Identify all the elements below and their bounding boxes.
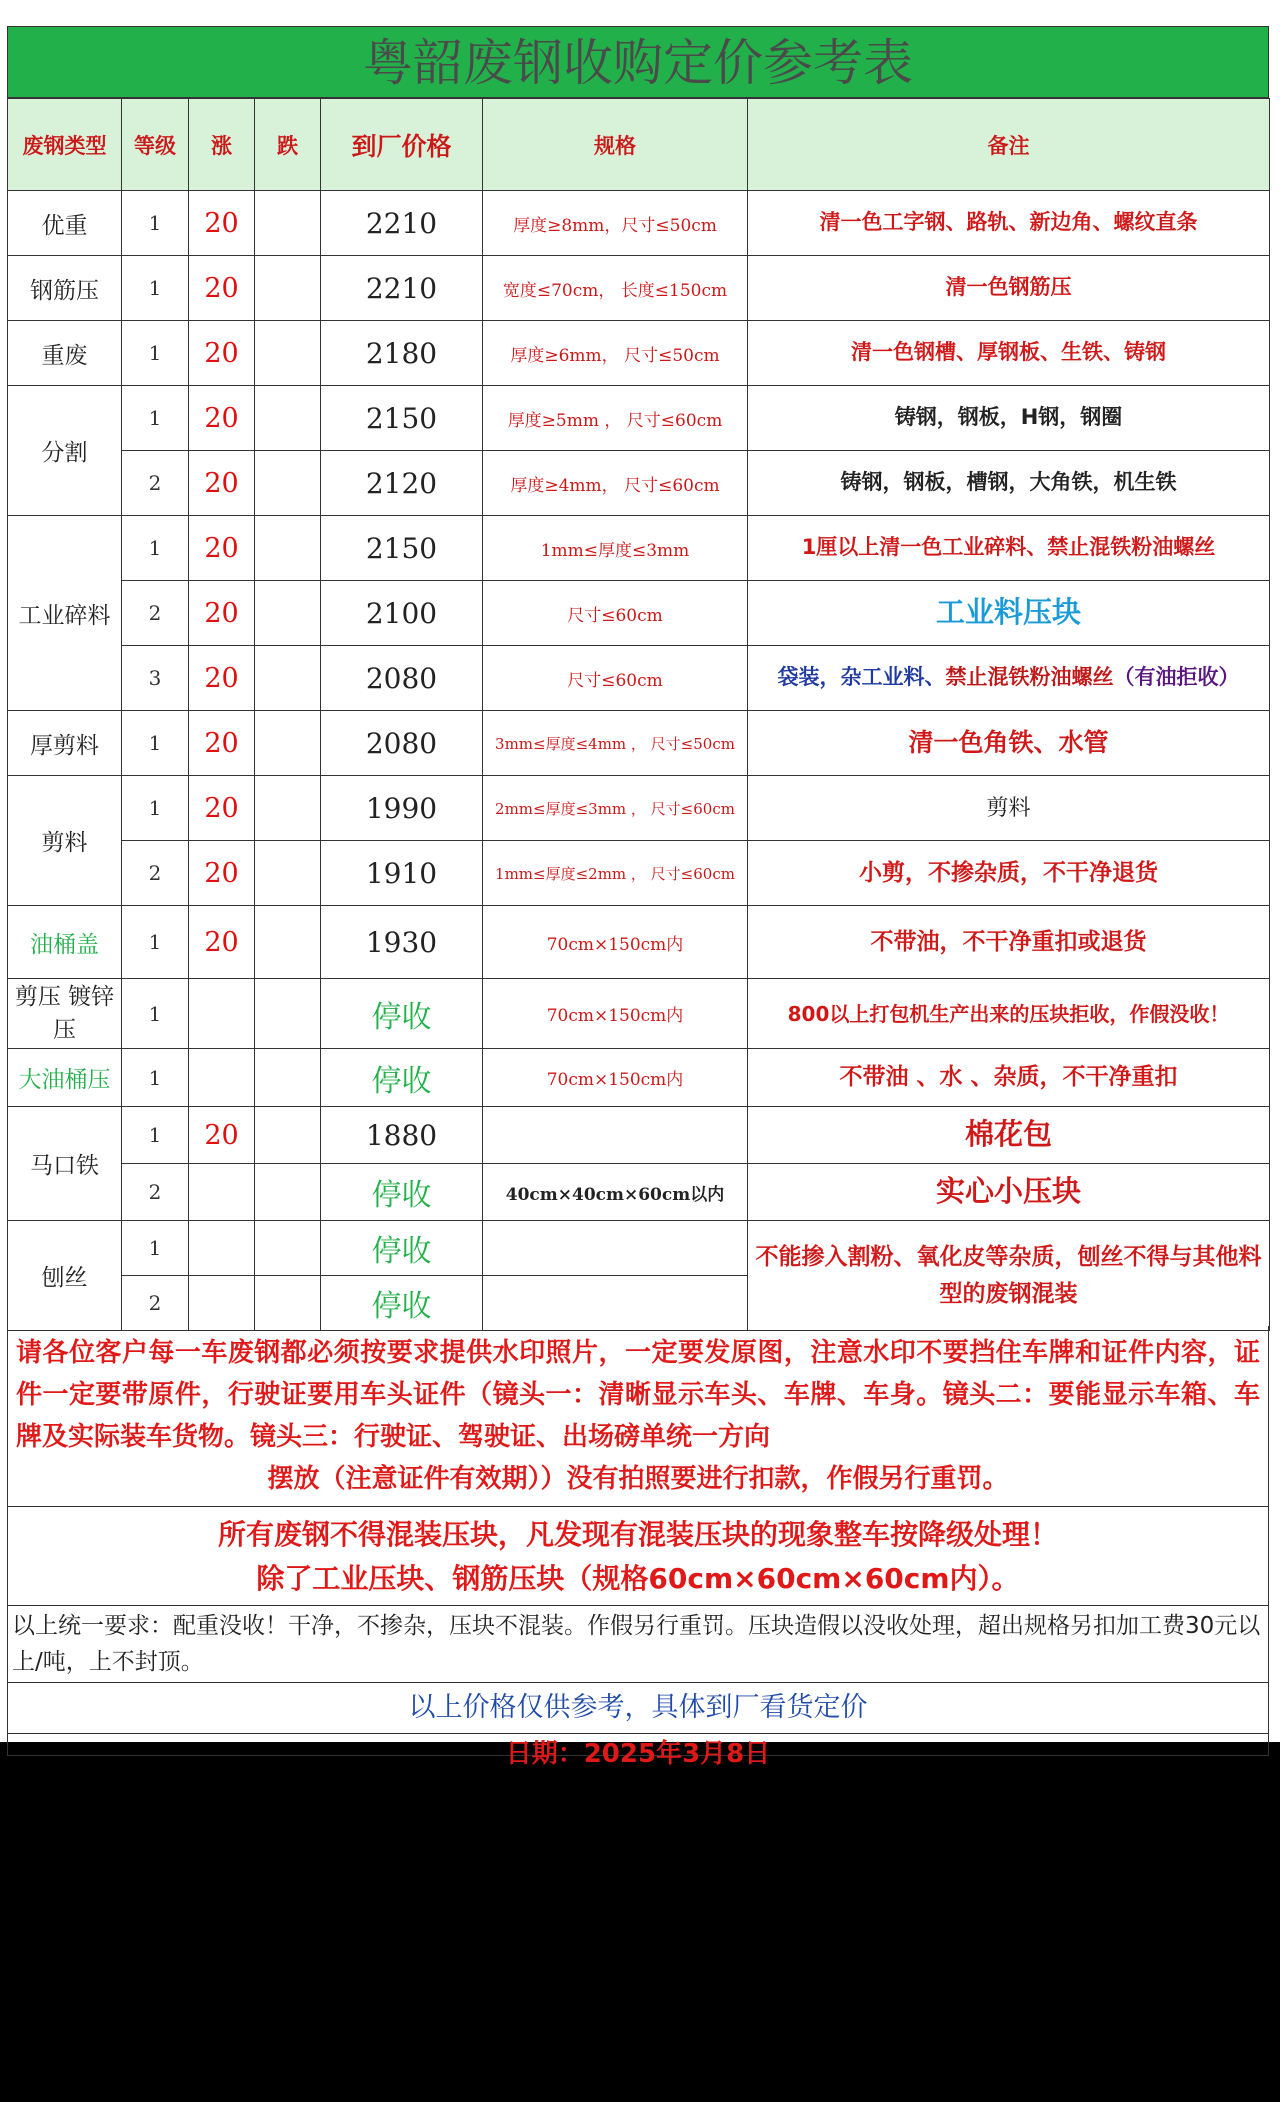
table-row	[8, 581, 1270, 646]
header-spec: 规格	[483, 99, 748, 191]
row-spec: 宽度≤70cm， 长度≤150cm	[483, 256, 748, 321]
row-spec: 1mm≤厚度≤2mm ， 尺寸≤60cm	[483, 841, 748, 906]
row-rise	[189, 1049, 255, 1107]
row-price: 2150	[321, 516, 483, 581]
row-type: 剪压 镀锌压	[8, 979, 122, 1049]
table-row	[8, 321, 1270, 386]
row-remark: 棉花包	[748, 1107, 1270, 1164]
table-row	[8, 516, 1270, 581]
row-spec: 尺寸≤60cm	[483, 581, 748, 646]
table-row	[8, 979, 1270, 1049]
row-price: 停收	[321, 1221, 483, 1276]
row-type: 分割	[8, 386, 122, 516]
row-fall	[255, 581, 321, 646]
row-spec	[483, 1276, 748, 1331]
photo-rule-text: 请各位客户每一车废钢都必须按要求提供水印照片，一定要发原图，注意水印不要挡住车牌和证件内容，证件一定要带原件，行驶证要用车头证件（镜头一：清晰显示车头、车牌、车身。镜头二：要能显示车箱、车牌及实际装车货物。镜头三：行驶证、驾驶证、出场磅单统一方向	[16, 1338, 1260, 1452]
row-fall	[255, 516, 321, 581]
header-remark: 备注	[748, 99, 1270, 191]
row-grade: 1	[122, 1049, 189, 1107]
row-rise: 20	[189, 646, 255, 711]
row-price: 2080	[321, 646, 483, 711]
remark-part: （有油拒收）	[1113, 665, 1240, 690]
table-row	[8, 1107, 1270, 1164]
row-price: 2080	[321, 711, 483, 776]
row-grade: 1	[122, 1221, 189, 1276]
row-spec: 尺寸≤60cm	[483, 646, 748, 711]
row-price: 停收	[321, 1276, 483, 1331]
row-remark: 实心小压块	[748, 1164, 1270, 1221]
table-row	[8, 646, 1270, 711]
row-remark: 清一色角铁、水管	[748, 711, 1270, 776]
row-fall	[255, 256, 321, 321]
table-row	[8, 256, 1270, 321]
row-remark: 剪料	[748, 776, 1270, 841]
block-rule-note	[7, 1507, 1269, 1606]
row-spec	[483, 1107, 748, 1164]
row-spec: 3mm≤厚度≤4mm ， 尺寸≤50cm	[483, 711, 748, 776]
row-fall	[255, 776, 321, 841]
table-row	[8, 1221, 1270, 1276]
row-price: 停收	[321, 1164, 483, 1221]
row-rise: 20	[189, 581, 255, 646]
row-rise: 20	[189, 776, 255, 841]
row-price: 1930	[321, 906, 483, 979]
row-remark: 清一色钢槽、厚钢板、生铁、铸钢	[748, 321, 1270, 386]
row-remark: 不带油 、水 、杂质，不干净重扣	[748, 1049, 1270, 1107]
row-rise: 20	[189, 191, 255, 256]
row-spec: 70cm×150cm内	[483, 979, 748, 1049]
row-fall	[255, 1221, 321, 1276]
row-remark: 800以上打包机生产出来的压块拒收，作假没收！	[748, 979, 1270, 1049]
row-remark: 小剪，不掺杂质，不干净退货	[748, 841, 1270, 906]
row-type: 刨丝	[8, 1221, 122, 1331]
table-row	[8, 841, 1270, 906]
row-price: 2100	[321, 581, 483, 646]
row-price: 1880	[321, 1107, 483, 1164]
row-grade: 1	[122, 906, 189, 979]
row-remark: 铸钢，钢板，H钢，钢圈	[748, 386, 1270, 451]
notes-section	[7, 1326, 1269, 1769]
row-fall	[255, 191, 321, 256]
photo-rule-note	[7, 1326, 1269, 1507]
row-rise: 20	[189, 256, 255, 321]
row-type: 优重	[8, 191, 122, 256]
row-price: 停收	[321, 979, 483, 1049]
row-grade: 1	[122, 256, 189, 321]
row-grade: 1	[122, 386, 189, 451]
row-type: 工业碎料	[8, 516, 122, 711]
table-row	[8, 1164, 1270, 1221]
row-rise: 20	[189, 451, 255, 516]
row-fall	[255, 451, 321, 516]
row-grade: 3	[122, 646, 189, 711]
header-grade: 等级	[122, 99, 189, 191]
price-table	[7, 98, 1270, 1331]
row-fall	[255, 979, 321, 1049]
date-note: 日期：2025年3月8日	[7, 1734, 1269, 1756]
header-fall: 跌	[255, 99, 321, 191]
row-remark: 不能掺入割粉、氧化皮等杂质，刨丝不得与其他料型的废钢混装	[748, 1221, 1270, 1331]
row-price: 1910	[321, 841, 483, 906]
header-rise: 涨	[189, 99, 255, 191]
row-price: 2210	[321, 191, 483, 256]
header-price: 到厂价格	[321, 99, 483, 191]
row-type: 大油桶压	[8, 1049, 122, 1107]
row-spec: 2mm≤厚度≤3mm ， 尺寸≤60cm	[483, 776, 748, 841]
page-title: 粤韶废钢收购定价参考表	[7, 26, 1269, 98]
row-fall	[255, 1276, 321, 1331]
row-type: 剪料	[8, 776, 122, 906]
row-fall	[255, 386, 321, 451]
row-remark: 工业料压块	[748, 581, 1270, 646]
row-spec: 厚度≥4mm， 尺寸≤60cm	[483, 451, 748, 516]
general-rule-note: 以上统一要求：配重没收！干净，不掺杂，压块不混装。作假另行重罚。压块造假以没收处理，超出规格另扣加工费30元以上/吨，上不封顶。	[7, 1606, 1269, 1683]
row-fall	[255, 321, 321, 386]
row-rise: 20	[189, 841, 255, 906]
row-remark: 1厘以上清一色工业碎料、禁止混铁粉油螺丝	[748, 516, 1270, 581]
row-type: 马口铁	[8, 1107, 122, 1221]
row-spec: 厚度≥8mm，尺寸≤50cm	[483, 191, 748, 256]
row-spec: 70cm×150cm内	[483, 1049, 748, 1107]
row-grade: 2	[122, 1276, 189, 1331]
row-remark: 不带油，不干净重扣或退货	[748, 906, 1270, 979]
row-grade: 1	[122, 979, 189, 1049]
row-fall	[255, 841, 321, 906]
row-fall	[255, 1049, 321, 1107]
row-grade: 1	[122, 1107, 189, 1164]
row-grade: 2	[122, 451, 189, 516]
table-row	[8, 711, 1270, 776]
table-row	[8, 906, 1270, 979]
table-header	[8, 99, 1270, 191]
row-spec: 1mm≤厚度≤3mm	[483, 516, 748, 581]
row-grade: 1	[122, 321, 189, 386]
row-remark: 铸钢，钢板，槽钢，大角铁，机生铁	[748, 451, 1270, 516]
reference-note: 以上价格仅供参考，具体到厂看货定价	[7, 1683, 1269, 1734]
row-spec	[483, 1221, 748, 1276]
row-grade: 1	[122, 711, 189, 776]
row-type: 油桶盖	[8, 906, 122, 979]
row-rise	[189, 1164, 255, 1221]
row-spec: 厚度≥6mm， 尺寸≤50cm	[483, 321, 748, 386]
block-rule-line-2: 除了工业压块、钢筋压块（规格60cm×60cm×60cm内）。	[256, 1562, 1020, 1595]
table-row	[8, 1049, 1270, 1107]
row-grade: 2	[122, 1164, 189, 1221]
header-type: 废钢类型	[8, 99, 122, 191]
row-rise	[189, 1221, 255, 1276]
photo-rule-end: 摆放（注意证件有效期））没有拍照要进行扣款，作假另行重罚。	[267, 1464, 1009, 1494]
row-grade: 2	[122, 581, 189, 646]
row-type: 重废	[8, 321, 122, 386]
row-price: 停收	[321, 1049, 483, 1107]
row-rise: 20	[189, 386, 255, 451]
row-rise: 20	[189, 516, 255, 581]
row-grade: 1	[122, 191, 189, 256]
table-row	[8, 386, 1270, 451]
row-grade: 1	[122, 776, 189, 841]
row-rise	[189, 979, 255, 1049]
row-remark	[748, 646, 1270, 711]
row-spec: 厚度≥5mm ， 尺寸≤60cm	[483, 386, 748, 451]
row-type: 厚剪料	[8, 711, 122, 776]
row-grade: 1	[122, 516, 189, 581]
row-grade: 2	[122, 841, 189, 906]
table-row	[8, 451, 1270, 516]
row-price: 2210	[321, 256, 483, 321]
row-rise: 20	[189, 906, 255, 979]
row-fall	[255, 1107, 321, 1164]
row-price: 2150	[321, 386, 483, 451]
row-rise	[189, 1276, 255, 1331]
row-spec: 40cm×40cm×60cm以内	[483, 1164, 748, 1221]
block-rule-line-1: 所有废钢不得混装压块，凡发现有混装压块的现象整车按降级处理！	[217, 1518, 1058, 1551]
row-rise: 20	[189, 321, 255, 386]
table-row	[8, 776, 1270, 841]
row-rise: 20	[189, 1107, 255, 1164]
row-fall	[255, 906, 321, 979]
table-row	[8, 191, 1270, 256]
row-spec: 70cm×150cm内	[483, 906, 748, 979]
row-remark: 清一色工字钢、路轨、新边角、螺纹直条	[748, 191, 1270, 256]
row-fall	[255, 711, 321, 776]
remark-part: 袋装，杂工业料、	[777, 665, 946, 690]
row-fall	[255, 646, 321, 711]
remark-part: 禁止混铁粉油螺丝	[945, 665, 1114, 690]
row-price: 1990	[321, 776, 483, 841]
row-type: 钢筋压	[8, 256, 122, 321]
row-price: 2180	[321, 321, 483, 386]
row-rise: 20	[189, 711, 255, 776]
row-fall	[255, 1164, 321, 1221]
row-remark: 清一色钢筋压	[748, 256, 1270, 321]
row-price: 2120	[321, 451, 483, 516]
